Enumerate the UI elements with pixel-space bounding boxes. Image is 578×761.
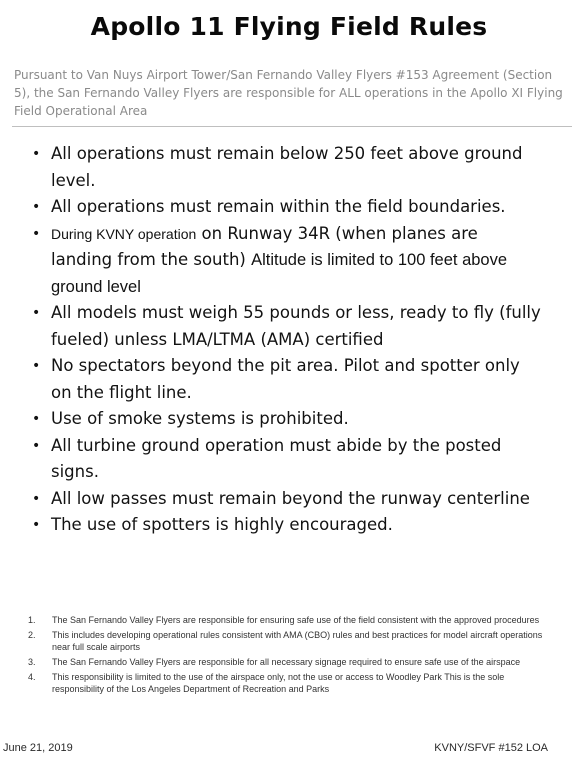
footnote-number: 1. [28, 615, 36, 625]
footnote-item [28, 629, 553, 653]
rule-item [24, 406, 544, 433]
rule-text: All operations must remain below 250 feet above ground level. [51, 144, 523, 190]
footnote-text: This responsibility is limited to the use of the airspace only, not the use or access to Woodley Park This is the sole responsibility of the Los Angeles Department of Recreation and Parks [52, 672, 505, 694]
rule-item [24, 141, 544, 194]
footnote-number: 3. [28, 657, 36, 667]
footnote-number: 4. [28, 672, 36, 682]
rule-text-part: Altitude is limited to 100 feet above ground level [51, 251, 508, 296]
footnote-text: The San Fernando Valley Flyers are responsible for all necessary signage required to ensure safe use of the airspace [52, 657, 521, 667]
page-title: Apollo 11 Flying Field Rules [90, 12, 488, 41]
footer-date: June 21, 2019 [3, 742, 73, 754]
bullet-icon: • [32, 517, 41, 533]
rule-text-part: on Runway 34R (when planes are landing from the south) [51, 223, 478, 269]
footnote-item [28, 614, 553, 626]
bullet-icon: • [32, 199, 41, 215]
rule-text: Use of smoke systems is prohibited. [51, 409, 349, 428]
rule-item [24, 512, 544, 539]
rule-item [24, 221, 544, 301]
bullet-icon: • [32, 437, 41, 454]
rule-text: All models must weigh 55 pounds or less, ready to fly (fully fueled) unless LMA/LTMA (AMA) certified [51, 303, 541, 349]
rule-item [24, 433, 544, 486]
rule-text: All operations must remain within the field boundaries. [51, 197, 506, 216]
footnote-text: This includes developing operational rules consistent with AMA (CBO) rules and best practices for model aircraft operations near full scale airports [52, 630, 543, 652]
intro-paragraph: Pursuant to Van Nuys Airport Tower/San Fernando Valley Flyers #153 Agreement (Section 5), the San Fernando Valley Flyers are responsible for ALL operations in the Apollo XI Flying Field Operational Area [14, 68, 563, 118]
bullet-icon: • [32, 146, 41, 162]
footnote-item [28, 656, 553, 668]
footnote-number: 2. [28, 630, 36, 640]
rule-text: All low passes must remain beyond the runway centerline [51, 488, 530, 508]
footnotes-list [28, 614, 553, 698]
bullet-icon: • [32, 358, 41, 374]
rule-text: The use of spotters is highly encouraged. [51, 515, 393, 534]
rule-item [24, 486, 544, 513]
rule-item [24, 300, 544, 353]
bullet-icon: • [32, 305, 41, 321]
bullet-icon: • [32, 490, 41, 507]
footnote-text: The San Fernando Valley Flyers are responsible for ensuring safe use of the field consistent with the approved procedures [52, 615, 540, 625]
bullet-icon: • [32, 225, 41, 242]
rule-text: No spectators beyond the pit area. Pilot and spotter only on the flight line. [51, 356, 520, 402]
divider [12, 126, 572, 127]
rule-text-part: During KVNY operation [51, 225, 197, 242]
rule-item [24, 353, 544, 406]
bullet-icon: • [32, 411, 41, 427]
rule-text: All turbine ground operation must abide by the posted signs. [51, 435, 502, 481]
rules-list [24, 141, 544, 539]
footnote-item [28, 671, 553, 695]
footer-reference: KVNY/SFVF #152 LOA [434, 742, 548, 754]
rule-item [24, 194, 544, 221]
